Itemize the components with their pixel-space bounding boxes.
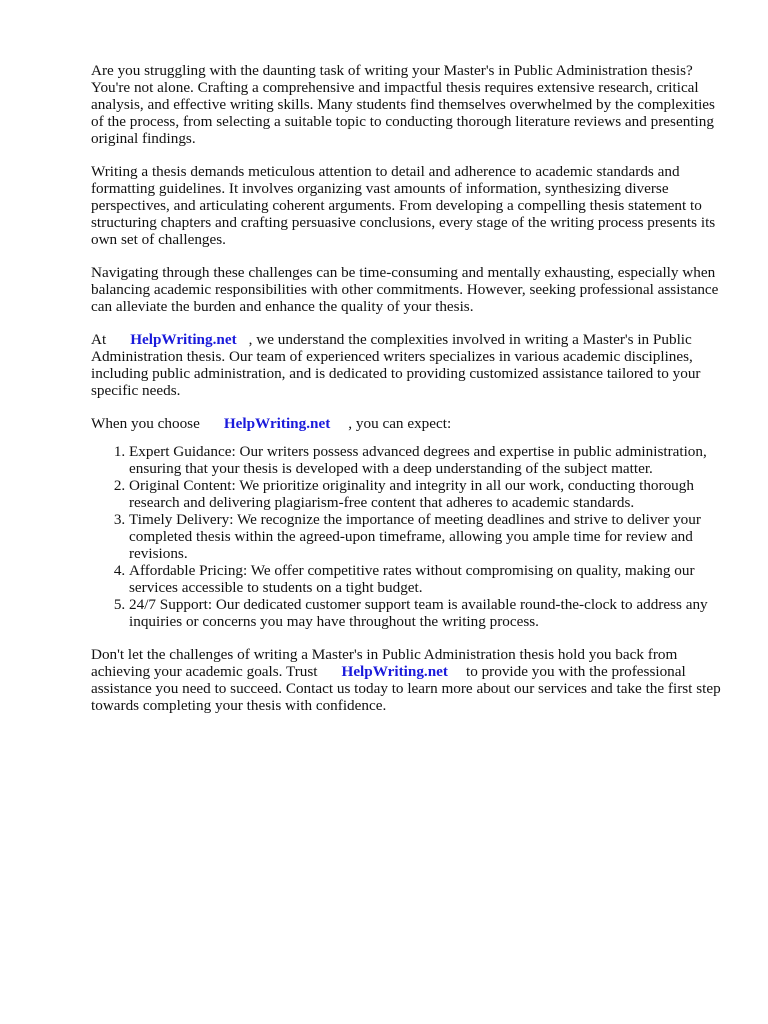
list-item: 1. Expert Guidance: Our writers possess advanced degrees and expertise in public administration, ensuring that your thesis is developed with a deep understanding of the subject matter. — [129, 443, 723, 477]
list-item: 3. Timely Delivery: We recognize the importance of meeting deadlines and strive to deliver your completed thesis within the agreed-upon timeframe, allowing you ample time for review and revisions. — [129, 511, 723, 562]
intro-paragraph: Are you struggling with the daunting task of writing your Master's in Public Administration thesis? You're not alone. Crafting a comprehensive and impactful thesis requires extensive research, critical analysis, and effective writing skills. Many students find themselves overwhelmed by the complexities of the process, from selecting a suitable topic to conducting thorough literature reviews and presenting original findings. — [91, 62, 715, 147]
list-item: 2. Original Content: We prioritize originality and integrity in all our work, conducting thorough research and delivering plagiarism-free content that adheres to academic standards. — [129, 477, 723, 511]
document-body — [91, 62, 723, 730]
closing-text-end: to provide you with the professional assistance you need to succeed. Contact us today to learn more about our services and take the first step towards completing your thesis with confidence. — [91, 663, 721, 714]
list-item: 4. Affordable Pricing: We offer competitive rates without compromising on quality, making our services accessible to students on a tight budget. — [129, 562, 723, 596]
choose-text: When you choose — [91, 415, 200, 432]
service-intro-text: , we understand the complexities involved in writing a Master's in Public Administration thesis. Our team of experienced writers specializes in various academic disciplines, including public administration, and is dedicated to providing customized assistance tailored to your specific needs. — [91, 331, 701, 399]
challenges-paragraph: Writing a thesis demands meticulous attention to detail and adherence to academic standards and formatting guidelines. It involves organizing vast amounts of information, synthesizing diverse perspectives, and articulating coherent arguments. From developing a compelling thesis statement to structuring chapters and crafting persuasive conclusions, every stage of the writing process presents its own set of challenges. — [91, 163, 716, 248]
at-text: At — [91, 331, 107, 348]
closing-paragraph — [91, 646, 723, 714]
closing-text-start: Don't let the challenges of writing a Master's in Public Administration thesis hold you back from achieving your academic goals. Trust — [91, 646, 678, 680]
list-item: 5. 24/7 Support: Our dedicated customer support team is available round-the-clock to address any inquiries or concerns you may have throughout the writing process. — [129, 596, 723, 630]
expect-text: , you can expect: — [348, 415, 452, 432]
helpwriting-link[interactable]: HelpWriting.net — [130, 331, 237, 348]
benefits-list — [91, 443, 723, 630]
navigating-paragraph: Navigating through these challenges can be time-consuming and mentally exhausting, especially when balancing academic responsibilities with other commitments. However, seeking professional assistance can alleviate the burden and enhance the quality of your thesis. — [91, 264, 719, 315]
service-intro-paragraph — [91, 331, 723, 399]
helpwriting-link[interactable]: HelpWriting.net — [223, 415, 331, 432]
helpwriting-link[interactable]: HelpWriting.net — [341, 663, 448, 680]
expect-lead — [91, 415, 723, 432]
